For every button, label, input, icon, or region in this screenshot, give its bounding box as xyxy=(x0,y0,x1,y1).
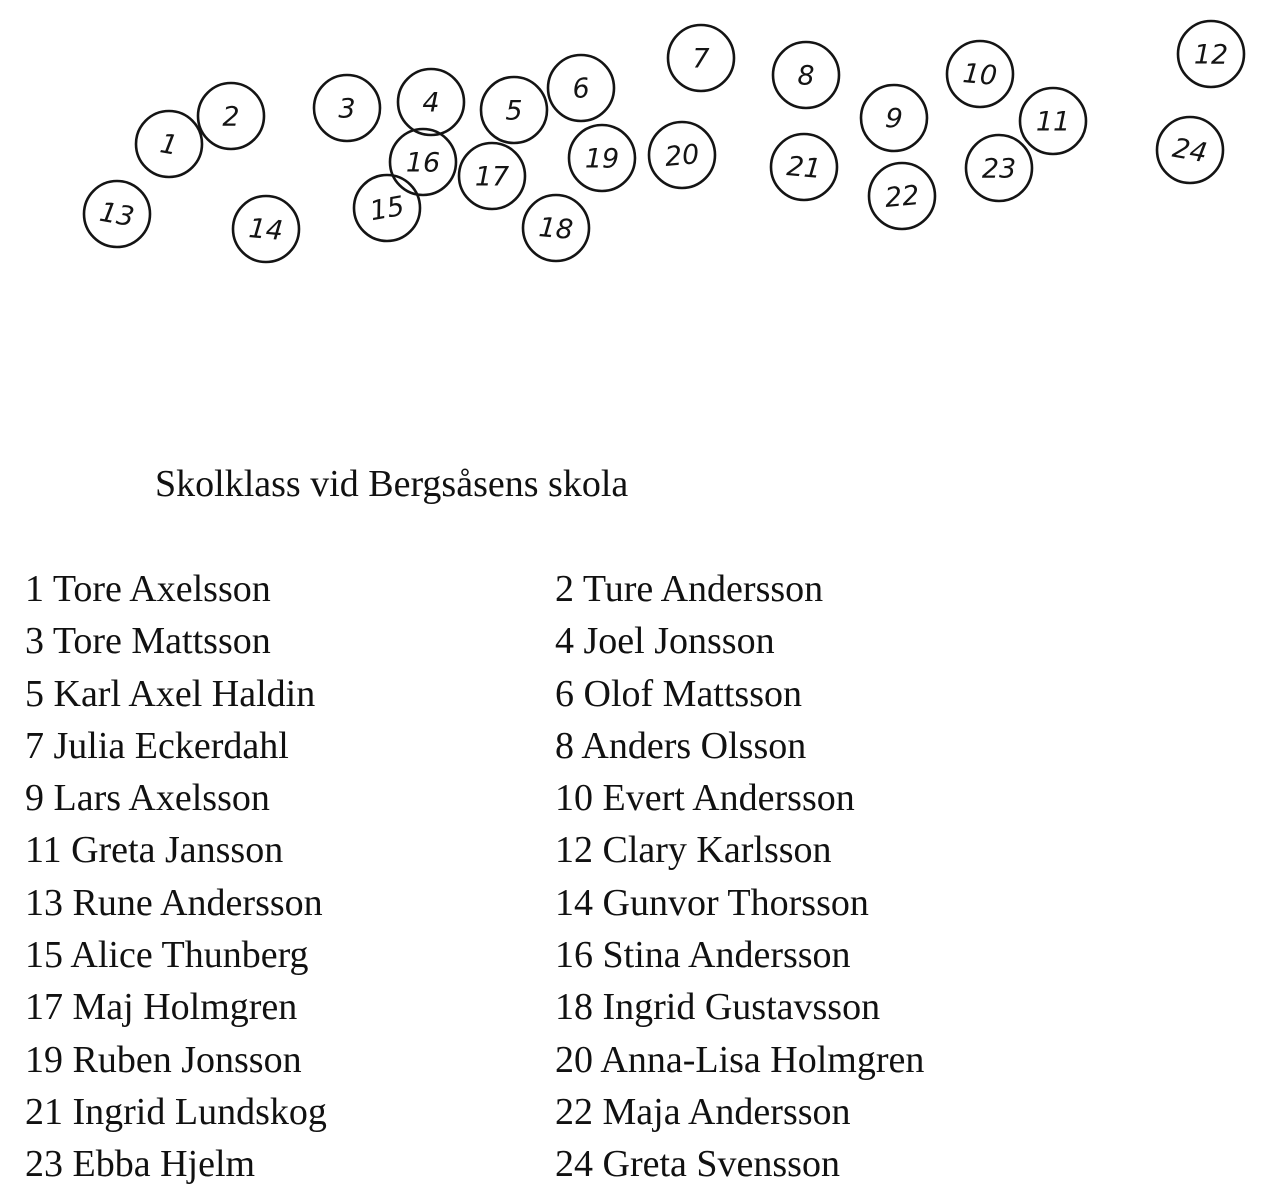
roster-entry-1: 1 Tore Axelsson xyxy=(25,568,271,610)
seat-number: 9 xyxy=(884,102,904,136)
seat-badge-11 xyxy=(1020,88,1086,154)
seat-number: 4 xyxy=(422,87,440,119)
roster-entry-13: 13 Rune Andersson xyxy=(25,881,323,924)
roster-entry-11: 11 Greta Jansson xyxy=(25,829,284,872)
seat-number: 14 xyxy=(247,213,285,247)
seat-badge-18 xyxy=(523,195,589,261)
roster-entry-16: 16 Stina Andersson xyxy=(555,934,851,977)
seat-badge-8 xyxy=(773,42,839,108)
roster-entry-14: 14 Gunvor Thorsson xyxy=(555,881,869,924)
seat-badge-21 xyxy=(771,134,837,200)
seat-number: 20 xyxy=(663,139,701,173)
seat-number: 12 xyxy=(1193,39,1229,71)
roster-entry-22: 22 Maja Andersson xyxy=(555,1090,851,1133)
roster-entry-15: 15 Alice Thunberg xyxy=(25,934,309,977)
seat-badge-24 xyxy=(1157,117,1223,183)
seat-number: 21 xyxy=(785,151,823,185)
roster-entry-3: 3 Tore Mattsson xyxy=(25,620,271,663)
seat-badge-5 xyxy=(481,77,547,143)
seat-badge-12 xyxy=(1178,21,1244,87)
seat-number: 17 xyxy=(474,161,510,193)
seat-badge-13 xyxy=(84,181,150,247)
seat-badge-16 xyxy=(390,129,456,195)
roster-entry-4: 4 Joel Jonsson xyxy=(555,620,775,663)
seat-number: 2 xyxy=(222,101,240,133)
seat-number: 13 xyxy=(97,196,137,234)
seat-badge-17 xyxy=(459,143,525,209)
seat-number: 5 xyxy=(505,95,523,127)
seat-number: 10 xyxy=(961,58,999,92)
seat-badge-6 xyxy=(548,55,614,121)
seat-badge-15 xyxy=(354,175,420,241)
roster-entry-2: 2 Ture Andersson xyxy=(555,568,824,610)
seat-number: 1 xyxy=(157,128,180,162)
roster-entry-18: 18 Ingrid Gustavsson xyxy=(555,986,881,1029)
seat-badge-20 xyxy=(649,122,715,188)
roster-entry-21: 21 Ingrid Lundskog xyxy=(25,1090,327,1133)
roster-right-column xyxy=(555,563,924,1191)
roster-entry-9: 9 Lars Axelsson xyxy=(25,777,270,820)
seat-number: 24 xyxy=(1170,132,1210,170)
roster-entry-10: 10 Evert Andersson xyxy=(555,777,855,820)
roster-entry-12: 12 Clary Karlsson xyxy=(555,829,832,872)
seat-number: 23 xyxy=(981,153,1017,185)
seat-badge-1 xyxy=(136,111,202,177)
seat-badge-3 xyxy=(314,75,380,141)
seat-number: 15 xyxy=(367,190,407,228)
seat-badge-7 xyxy=(668,25,734,91)
seat-number: 6 xyxy=(571,72,591,106)
seat-number: 16 xyxy=(405,147,441,179)
roster-entry-24: 24 Greta Svensson xyxy=(555,1143,840,1186)
seating-chart xyxy=(0,0,1279,300)
seat-number: 11 xyxy=(1035,106,1071,138)
seat-badge-10 xyxy=(947,41,1013,107)
roster-entry-20: 20 Anna-Lisa Holmgren xyxy=(555,1038,925,1081)
roster-entry-6: 6 Olof Mattsson xyxy=(555,672,802,715)
document-title: Skolklass vid Bergsåsens skola xyxy=(155,463,629,505)
seat-number: 22 xyxy=(883,180,921,214)
seat-badge-4 xyxy=(398,69,464,135)
seat-badge-23 xyxy=(966,135,1032,201)
seat-number: 7 xyxy=(692,43,710,75)
roster-entry-8: 8 Anders Olsson xyxy=(555,724,807,767)
seat-badge-19 xyxy=(569,125,635,191)
seat-number: 18 xyxy=(537,212,575,246)
roster-entry-7: 7 Julia Eckerdahl xyxy=(25,724,289,767)
roster-entry-23: 23 Ebba Hjelm xyxy=(25,1143,256,1186)
seat-number: 19 xyxy=(584,143,620,175)
roster-entry-19: 19 Ruben Jonsson xyxy=(25,1038,302,1081)
seat-badge-22 xyxy=(869,163,935,229)
seat-number: 8 xyxy=(797,60,815,92)
seat-badge-2 xyxy=(198,83,264,149)
roster-entry-17: 17 Maj Holmgren xyxy=(25,986,298,1029)
seat-badge-9 xyxy=(861,85,927,151)
seat-number: 3 xyxy=(338,93,356,125)
seat-badge-14 xyxy=(233,196,299,262)
roster-entry-5: 5 Karl Axel Haldin xyxy=(25,672,316,715)
roster-left-column xyxy=(25,563,327,1191)
